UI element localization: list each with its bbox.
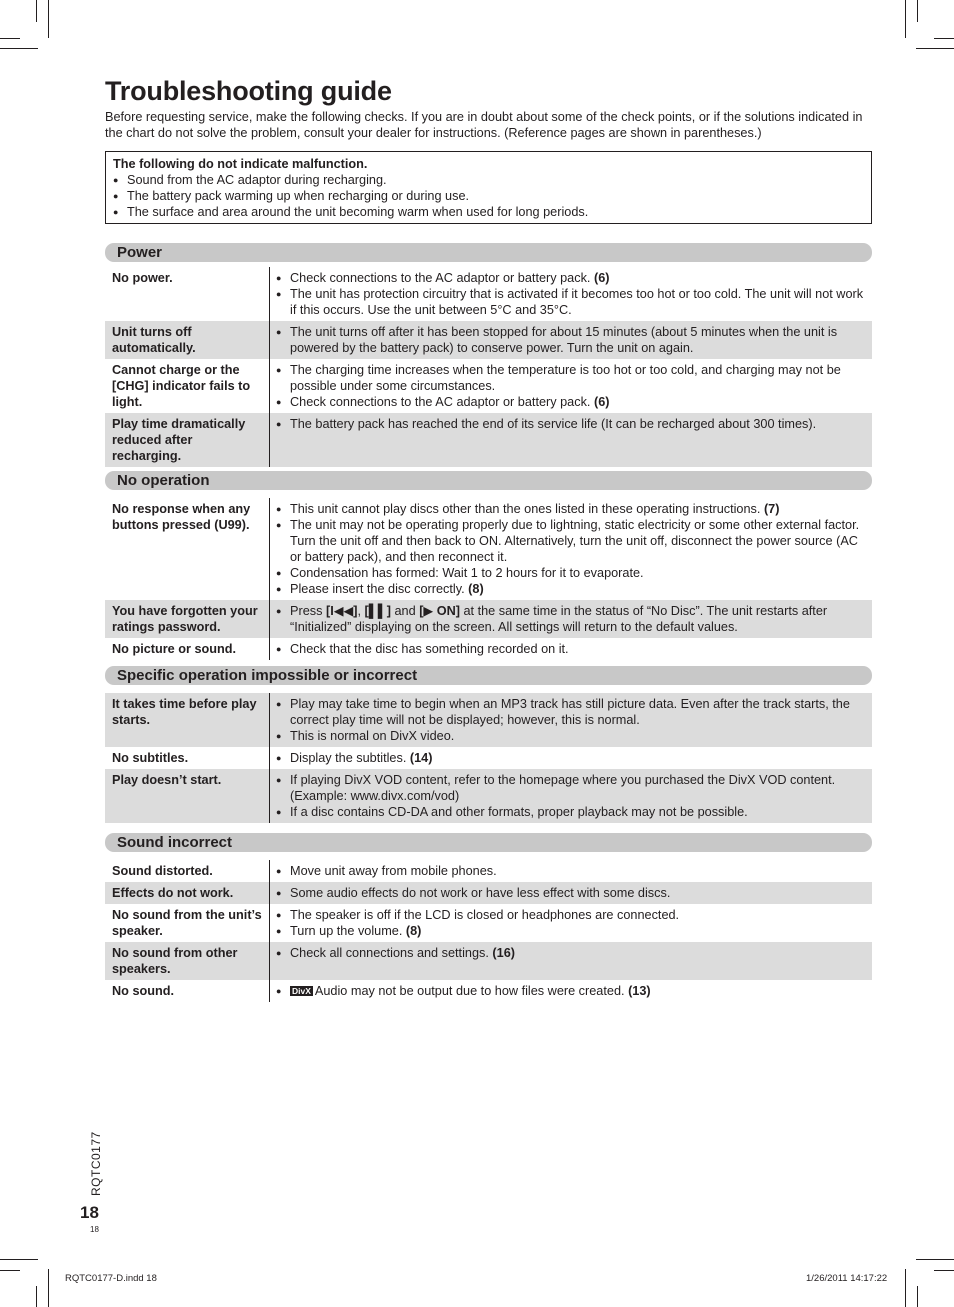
solution-cell [270, 638, 872, 660]
problem-cell: No power. [105, 267, 270, 321]
solution-item: ● The charging time increases when the temperature is too hot or too cold, and charging may not be possible under some circumstances. [276, 362, 866, 394]
crop-mark [934, 1270, 954, 1271]
notice-item: ● The battery pack warming up when recharging or during use. [113, 188, 864, 204]
solution-item: ● Some audio effects do not work or have less effect with some discs. [276, 885, 866, 901]
table-row [105, 693, 872, 747]
problem-cell: No subtitles. [105, 747, 270, 769]
solution-item: ● Check connections to the AC adaptor or battery pack. (6) [276, 270, 866, 286]
table-row [105, 321, 872, 359]
footer-timestamp: 1/26/2011 14:17:22 [806, 1273, 888, 1284]
section-power [105, 243, 872, 467]
solution-item: ● Check connections to the AC adaptor or battery pack. (6) [276, 394, 866, 410]
side-document-code: RQTC0177 [89, 1131, 103, 1196]
solution-cell [270, 980, 872, 1002]
problem-cell: Unit turns off automatically. [105, 321, 270, 359]
crop-mark [0, 1259, 38, 1260]
section-sound-incorrect [105, 833, 872, 1002]
solution-item: ● This unit cannot play discs other than the ones listed in these operating instructions. (7) [276, 501, 866, 517]
solution-item: ● The speaker is off if the LCD is closed or headphones are connected. [276, 907, 866, 923]
solution-cell [270, 600, 872, 638]
solution-item: ● Please insert the disc correctly. (8) [276, 581, 866, 597]
solution-cell [270, 860, 872, 882]
section-title: Sound incorrect [105, 833, 872, 852]
problem-cell: Sound distorted. [105, 860, 270, 882]
notice-title: The following do not indicate malfunction. [113, 157, 368, 171]
table-row [105, 882, 872, 904]
solution-cell [270, 267, 872, 321]
play-on-button-label: [▶ ON] [419, 604, 460, 618]
solution-item: ● If playing DivX VOD content, refer to the homepage where you purchased the DivX VOD content. (Example: www.divx.com/vod) [276, 772, 866, 804]
skip-back-button-label: [I◀◀] [325, 604, 358, 618]
problem-cell: It takes time before play starts. [105, 693, 270, 747]
problem-cell: You have forgotten your ratings password. [105, 600, 270, 638]
solution-item: ● If a disc contains CD-DA and other formats, proper playback may not be possible. [276, 804, 866, 820]
page-number: 18 [80, 1203, 99, 1222]
solution-item: ● This is normal on DivX video. [276, 728, 866, 744]
crop-mark [934, 38, 954, 39]
solution-item: ● The unit may not be operating properly due to lightning, static electricity or some other external factor. Turn the unit off and then back to ON. Alternatively, turn the unit off, disconnect the power source (AC or battery pack), and then reconnect it. [276, 517, 866, 565]
table-row [105, 359, 872, 413]
crop-mark [0, 48, 38, 49]
table-row [105, 942, 872, 980]
notice-item: ● The surface and area around the unit becoming warm when used for long periods. [113, 204, 864, 220]
table-row [105, 413, 872, 467]
solution-cell [270, 747, 872, 769]
table-row [105, 904, 872, 942]
page-title: Troubleshooting guide [105, 76, 392, 106]
solution-item: ● Check all connections and settings. (16) [276, 945, 866, 961]
solution-item: ● The battery pack has reached the end of its service life (It can be recharged about 300 times). [276, 416, 866, 432]
problem-cell: Effects do not work. [105, 882, 270, 904]
crop-mark [36, 1286, 37, 1307]
notice-item: ● Sound from the AC adaptor during recharging. [113, 172, 864, 188]
pause-button-label: [▌▌] [364, 604, 391, 618]
solution-item: ● DivX Audio may not be output due to how files were created. (13) [276, 983, 866, 999]
section-title: No operation [105, 471, 872, 490]
table-row [105, 600, 872, 638]
crop-mark [916, 48, 954, 49]
solution-cell [270, 942, 872, 980]
solution-cell [270, 882, 872, 904]
footer-file-info: RQTC0177-D.indd 18 [65, 1273, 157, 1284]
table-row [105, 769, 872, 823]
crop-mark [36, 0, 37, 22]
solution-item: ● Move unit away from mobile phones. [276, 863, 866, 879]
table-row [105, 638, 872, 660]
solution-item: ● The unit has protection circuitry that is activated if it becomes too hot or too cold. The unit will not work if this occurs. Use the unit between 5°C and 35°C. [276, 286, 866, 318]
divx-badge-icon: DivX [292, 986, 311, 996]
intro-text: Before requesting service, make the following checks. If you are in doubt about some of the check points, or if the solutions indicated in the chart do not solve the problem, consult your dealer for instructions. (Reference pages are shown in parentheses.) [105, 110, 863, 140]
section-specific-operation [105, 666, 872, 823]
solution-item: ● Press [I◀◀], [▌▌] and [▶ ON] at the same time in the status of “No Disc”. The unit restarts after “Initialized” displaying on the screen. All settings will return to the default values. [276, 603, 866, 635]
page-number-small: 18 [90, 1225, 99, 1234]
crop-mark [917, 1286, 918, 1307]
crop-mark [905, 1269, 906, 1307]
problem-cell: No sound. [105, 980, 270, 1002]
notice-box [105, 151, 872, 224]
crop-mark [917, 0, 918, 22]
crop-mark [905, 0, 906, 38]
solution-cell [270, 359, 872, 413]
problem-cell: No sound from the unit’s speaker. [105, 904, 270, 942]
crop-mark [0, 38, 20, 39]
solution-cell [270, 904, 872, 942]
solution-item: ● Play may take time to begin when an MP3 track has still picture data. Even after the track starts, the correct play time will not be displayed; however, this is normal. [276, 696, 866, 728]
solution-item: ● Display the subtitles. (14) [276, 750, 866, 766]
solution-cell [270, 321, 872, 359]
solution-item: ● Turn up the volume. (8) [276, 923, 866, 939]
solution-cell [270, 769, 872, 823]
problem-cell: Play doesn’t start. [105, 769, 270, 823]
solution-cell [270, 413, 872, 467]
problem-cell: No response when any buttons pressed (U99). [105, 498, 270, 600]
section-title: Specific operation impossible or incorrect [105, 666, 872, 685]
table-row [105, 267, 872, 321]
solution-item: ● The unit turns off after it has been stopped for about 15 minutes (about 5 minutes when the unit is powered by the battery pack) to conserve power. Turn the unit on again. [276, 324, 866, 356]
crop-mark [48, 1269, 49, 1307]
table-row [105, 747, 872, 769]
problem-cell: No picture or sound. [105, 638, 270, 660]
problem-cell: Cannot charge or the [CHG] indicator fails to light. [105, 359, 270, 413]
problem-cell: No sound from other speakers. [105, 942, 270, 980]
solution-cell [270, 498, 872, 600]
table-row [105, 860, 872, 882]
crop-mark [0, 1270, 20, 1271]
table-row [105, 498, 872, 600]
crop-mark [916, 1259, 954, 1260]
problem-cell: Play time dramatically reduced after recharging. [105, 413, 270, 467]
crop-mark [48, 0, 49, 38]
solution-item: ● Condensation has formed: Wait 1 to 2 hours for it to evaporate. [276, 565, 866, 581]
solution-cell [270, 693, 872, 747]
solution-item: ● Check that the disc has something recorded on it. [276, 641, 866, 657]
table-row [105, 980, 872, 1002]
section-no-operation [105, 471, 872, 660]
section-title: Power [105, 243, 872, 262]
